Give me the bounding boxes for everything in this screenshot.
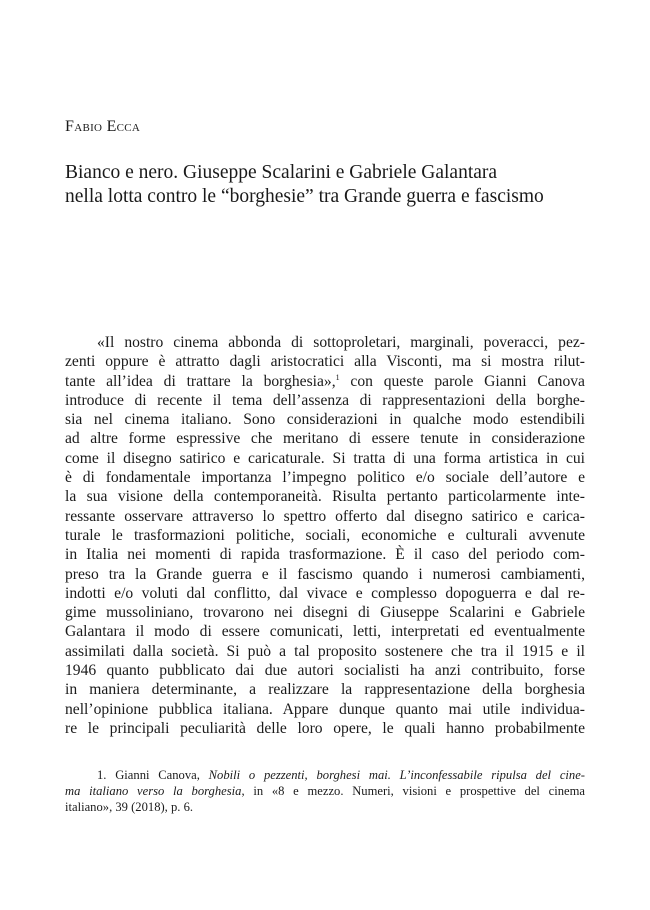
body-line: introduce di recente il tema dell’assenza di rappresentazioni della borghe- bbox=[65, 391, 585, 409]
body-line bbox=[65, 372, 585, 391]
body-line: in maniera determinante, a realizzare la rappresentazione della borghesia bbox=[65, 681, 585, 699]
body-line: re le principali peculiarità delle loro opere, le quali hanno probabilmente bbox=[65, 719, 585, 737]
title-line: nella lotta contro le “borghesie” tra Grande guerra e fascismo bbox=[65, 186, 544, 207]
author-name: Fabio Ecca bbox=[65, 118, 141, 135]
footnote bbox=[65, 767, 585, 815]
body-line: sia nel cinema italiano. Sono considerazioni in qualche modo estendibili bbox=[65, 411, 585, 429]
body-line: in Italia nei momenti di rapida trasformazione. È il caso del periodo com- bbox=[65, 546, 585, 564]
footnote-line: italiano», 39 (2018), p. 6. bbox=[65, 800, 194, 814]
body-line: preso tra la Grande guerra e il fascismo quando i numerosi cambiamenti, bbox=[65, 565, 585, 583]
body-line: ad altre forme espressive che meritano di essere tenute in considerazione bbox=[65, 430, 585, 448]
footnote-text: 1. Gianni Canova, bbox=[97, 768, 209, 782]
body-line: zenti oppure è attratto dagli aristocratici alla Visconti, ma si mostra rilut- bbox=[65, 353, 585, 371]
body-line-text: con queste parole Gianni Canova bbox=[339, 372, 585, 390]
chapter-title bbox=[65, 161, 605, 209]
body-line: Galantara il modo di essere comunicati, letti, interpretati ed eventualmente bbox=[65, 623, 585, 641]
body-line: nell’opinione pubblica italiana. Appare dunque quanto mai utile individua- bbox=[65, 700, 585, 718]
footnote-work-title: Nobili o pezzenti, borghesi mai. L’inconfessabile ripulsa del cine- bbox=[208, 768, 585, 782]
footnote-line bbox=[65, 767, 585, 783]
body-line: la sua visione della contemporaneità. Risulta pertanto particolarmente inte- bbox=[65, 488, 585, 506]
footnote-line bbox=[65, 783, 585, 799]
body-line: è di fondamentale importanza l’impegno politico e/o sociale dell’autore e bbox=[65, 469, 585, 487]
body-line-text: tante all’idea di trattare la borghesia», bbox=[65, 372, 336, 390]
body-line: gime mussoliniano, trovarono nei disegni di Giuseppe Scalarini e Gabriele bbox=[65, 604, 585, 622]
body-line: «Il nostro cinema abbonda di sottoproletari, marginali, poveracci, pez- bbox=[97, 334, 585, 351]
footnote-reference[interactable]: 1 bbox=[335, 372, 340, 382]
body-paragraph bbox=[65, 333, 585, 738]
body-line: 1946 quanto pubblicato dai due autori socialisti ha anzi contribuito, forse bbox=[65, 662, 585, 680]
footnote-text: , in «8 e mezzo. Numeri, visioni e prospettive del cinema bbox=[241, 784, 586, 798]
body-line: ressante osservare attraverso lo spettro offerto dal disegno satirico e carica- bbox=[65, 507, 585, 525]
body-line: indotti e/o voluti dal conflitto, dal vivace e complesso dopoguerra e dal re- bbox=[65, 584, 585, 602]
body-line: come il disegno satirico e caricaturale. Si tratta di una forma artistica in cui bbox=[65, 449, 585, 467]
footnote-work-title: ma italiano verso la borghesia bbox=[65, 784, 242, 798]
body-line: assimilati dalla società. Si può a tal proposito sostenere che tra il 1915 e il bbox=[65, 642, 585, 660]
title-line: Bianco e nero. Giuseppe Scalarini e Gabriele Galantara bbox=[65, 162, 498, 183]
body-line: turale le trasformazioni politiche, sociali, economiche e culturali avvenute bbox=[65, 526, 585, 544]
